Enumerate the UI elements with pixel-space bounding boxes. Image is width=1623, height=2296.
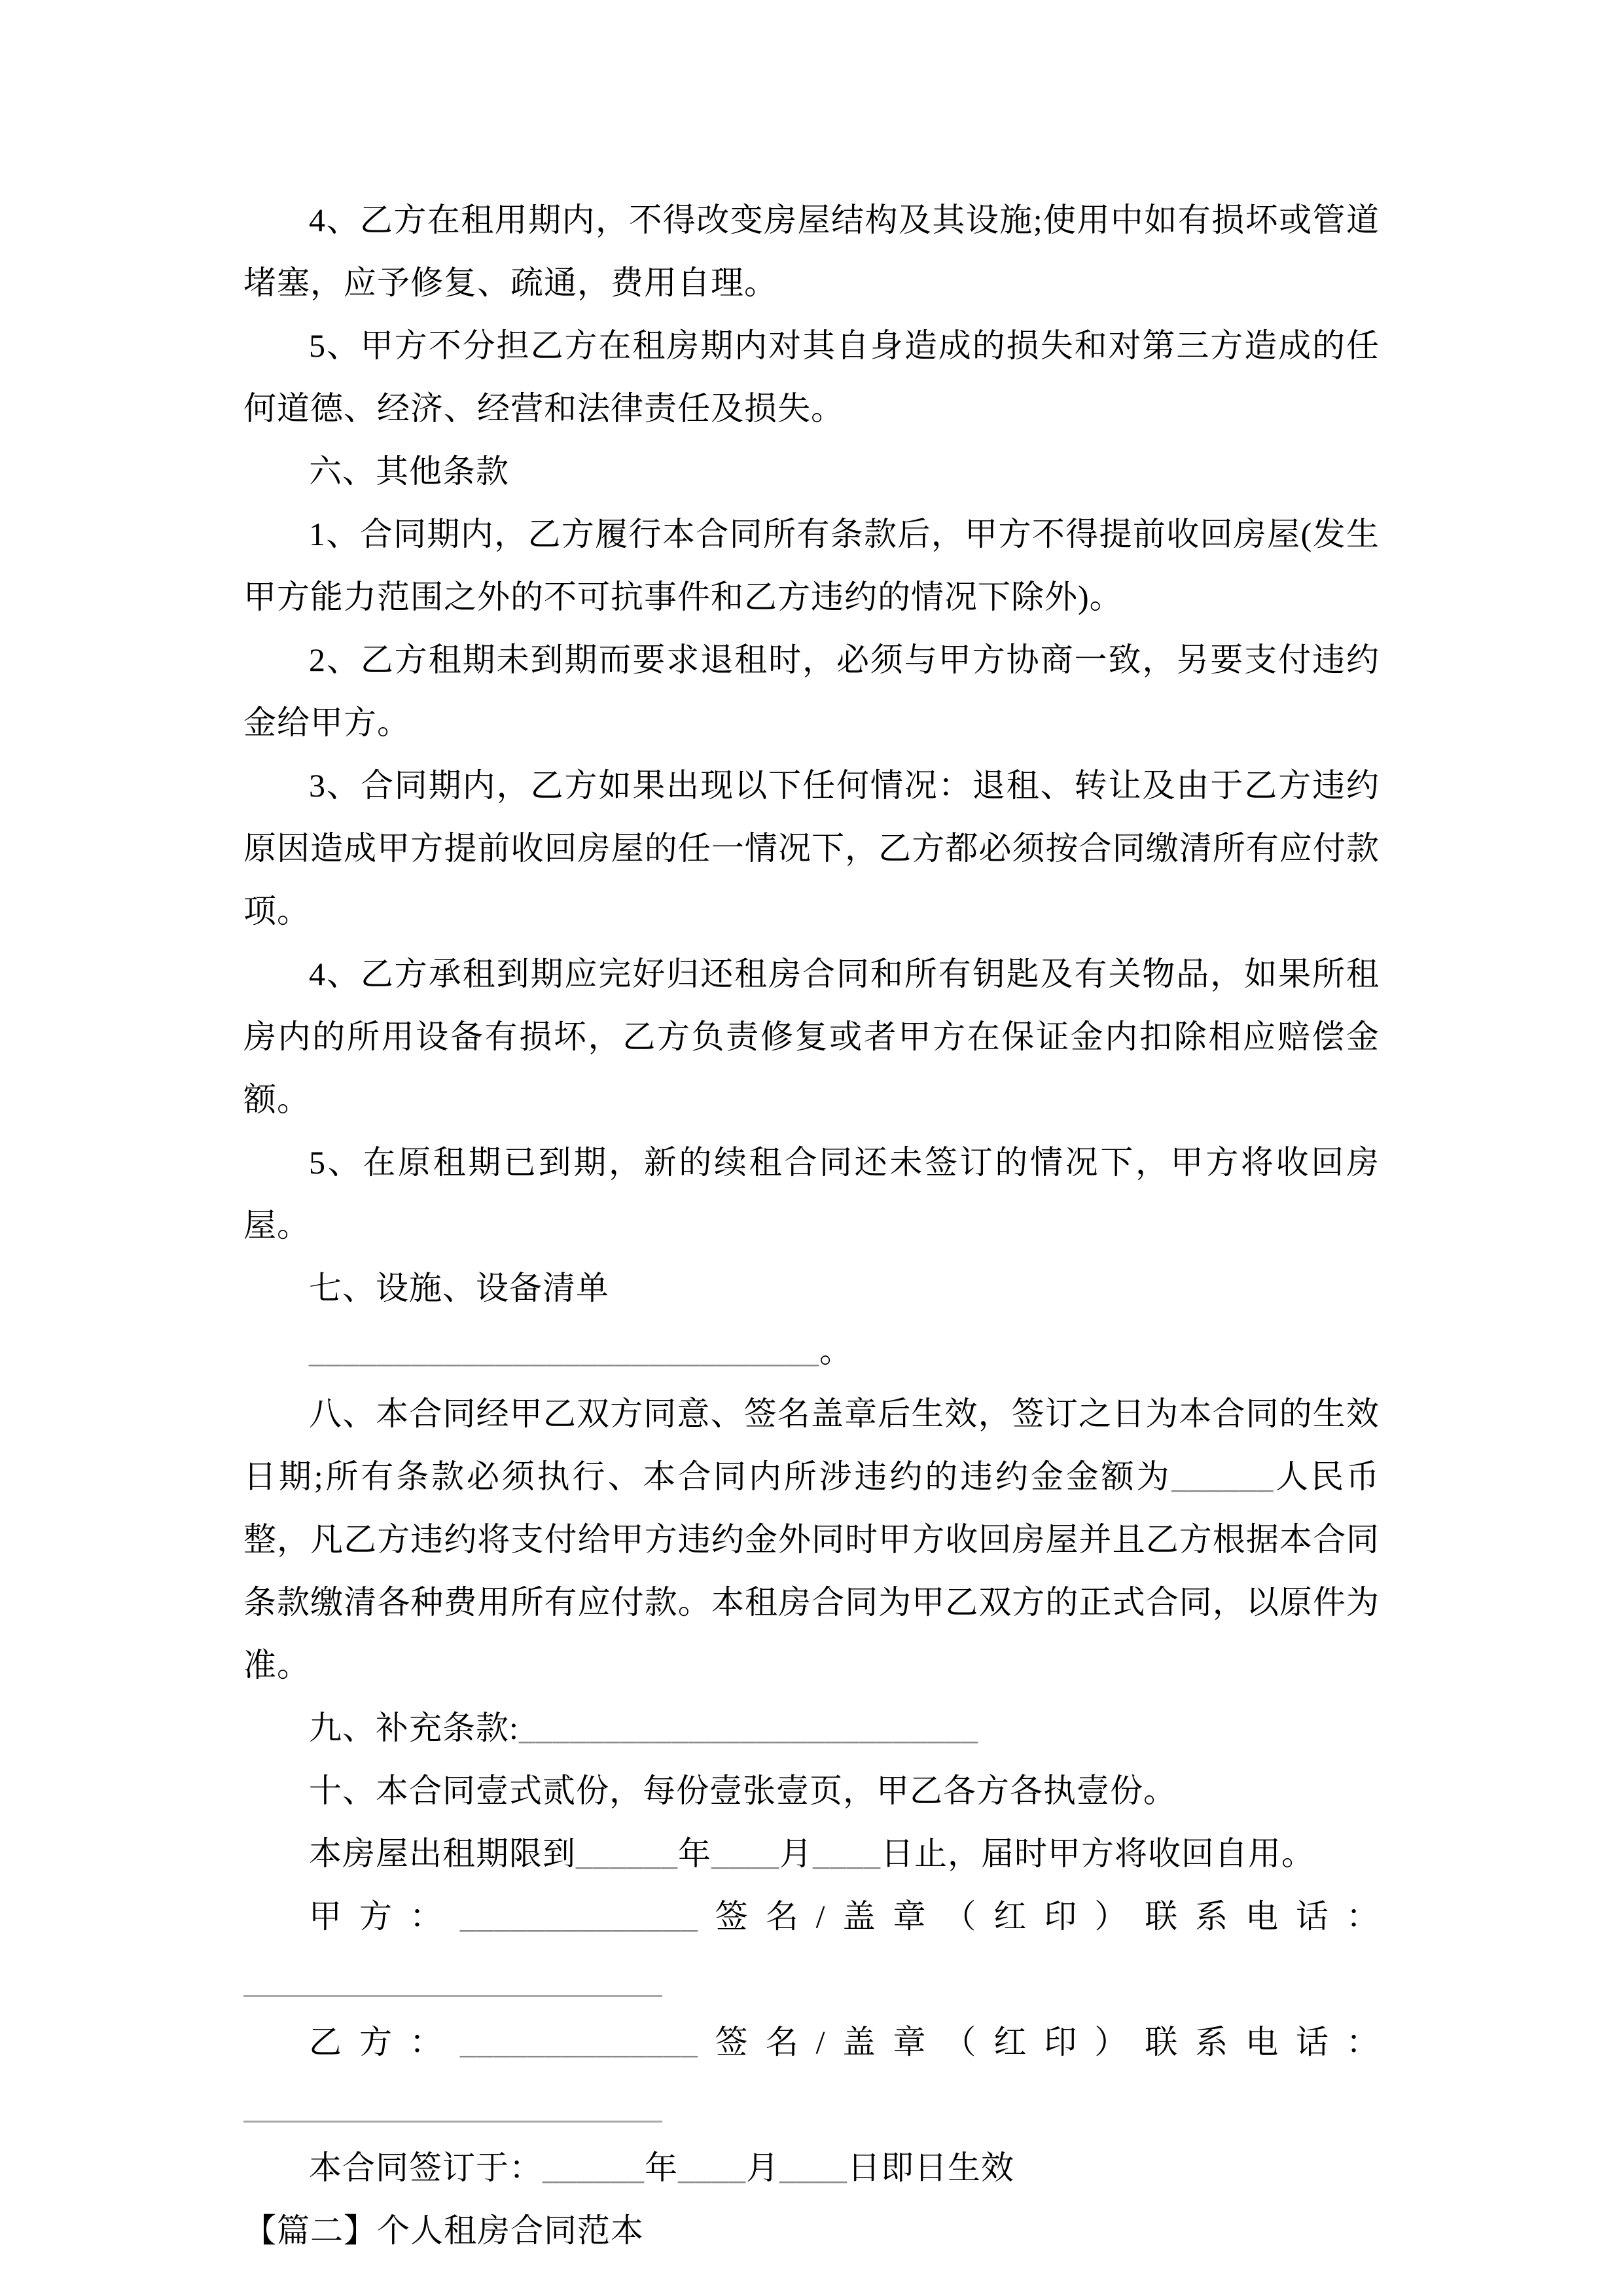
paragraph: 本合同签订于：______年____月____日即日生效 [309, 2149, 1014, 2186]
blank-underscores: ____ [779, 2149, 847, 2186]
signature-underline-row [243, 1948, 1380, 2011]
blank-underscores: ____ [711, 1835, 779, 1872]
blank-underscores: ____ [813, 1835, 881, 1872]
paragraph: 六、其他条款 [309, 453, 509, 490]
signature-underline-row [243, 2073, 1380, 2136]
blank-line-rule [243, 1995, 662, 1997]
paragraph: 3、合同期内，乙方如果出现以下任何情况：退租、转让及由于乙方违约原因造成甲方提前收回房屋的任一情况下，乙方都必须按合同缴清所有应付款项。 [243, 767, 1380, 929]
paragraph: 九、补充条款:___________________________ [309, 1710, 978, 1746]
blank-underscores: ______________________________ [309, 1333, 819, 1369]
blank-line-rule [243, 2121, 662, 2123]
paragraph: 5、甲方不分担乙方在租房期内对其自身造成的损失和对第三方造成的任何道德、经济、经营和法律责任及损失。 [243, 327, 1380, 427]
paragraph: 七、设施、设备清单 [309, 1270, 609, 1306]
paragraph: 5、在原租期已到期，新的续租合同还未签订的情况下，甲方将收回房屋。 [243, 1144, 1380, 1244]
paragraph: 乙方：______________签名/盖章（红印）联系电话： [309, 2024, 1380, 2060]
document-body [243, 188, 1380, 2262]
paragraph: 2、乙方租期未到期而要求退租时，必须与甲方协商一致，另要支付违约金给甲方。 [243, 641, 1380, 741]
paragraph: 本房屋出租期限到______年____月____日止，届时甲方将收回自用。 [309, 1835, 1315, 1872]
blank-underscores: ___________________________ [518, 1710, 978, 1746]
blank-underscores: ______________ [459, 1898, 698, 1935]
paragraph: 十、本合同壹式贰份，每份壹张壹页，甲乙各方各执壹份。 [309, 1772, 1177, 1809]
paragraph: ______________________________。 [309, 1333, 853, 1369]
blank-underscores: ______________ [459, 2024, 698, 2060]
blank-underscores: ______ [576, 1835, 678, 1872]
blank-underscores: ____ [678, 2149, 746, 2186]
blank-underscores: ______ [543, 2149, 645, 2186]
blank-underscores: ______ [1171, 1458, 1274, 1495]
paragraph: 【篇二】个人租房合同范本 [243, 2212, 644, 2249]
paragraph: 4、乙方承租到期应完好归还租房合同和所有钥匙及有关物品，如果所租房内的所用设备有损坏，乙方负责修复或者甲方在保证金内扣除相应赔偿金额。 [243, 956, 1380, 1118]
paragraph: 八、本合同经甲乙双方同意、签名盖章后生效，签订之日为本合同的生效日期;所有条款必须执行、本合同内所涉违约的违约金金额为______人民币整，凡乙方违约将支付给甲方违约金外同时甲方收回房屋并且乙方根据本合同条款缴清各种费用所有应付款。本租房合同为甲乙双方的正式合同，以原件为准。 [243, 1395, 1380, 1683]
paragraph: 甲方：______________签名/盖章（红印）联系电话： [309, 1898, 1380, 1935]
paragraph: 4、乙方在租用期内，不得改变房屋结构及其设施;使用中如有损坏或管道堵塞，应予修复、疏通，费用自理。 [243, 202, 1380, 301]
paragraph: 1、合同期内，乙方履行本合同所有条款后，甲方不得提前收回房屋(发生甲方能力范围之外的不可抗事件和乙方违约的情况下除外)。 [243, 516, 1380, 615]
